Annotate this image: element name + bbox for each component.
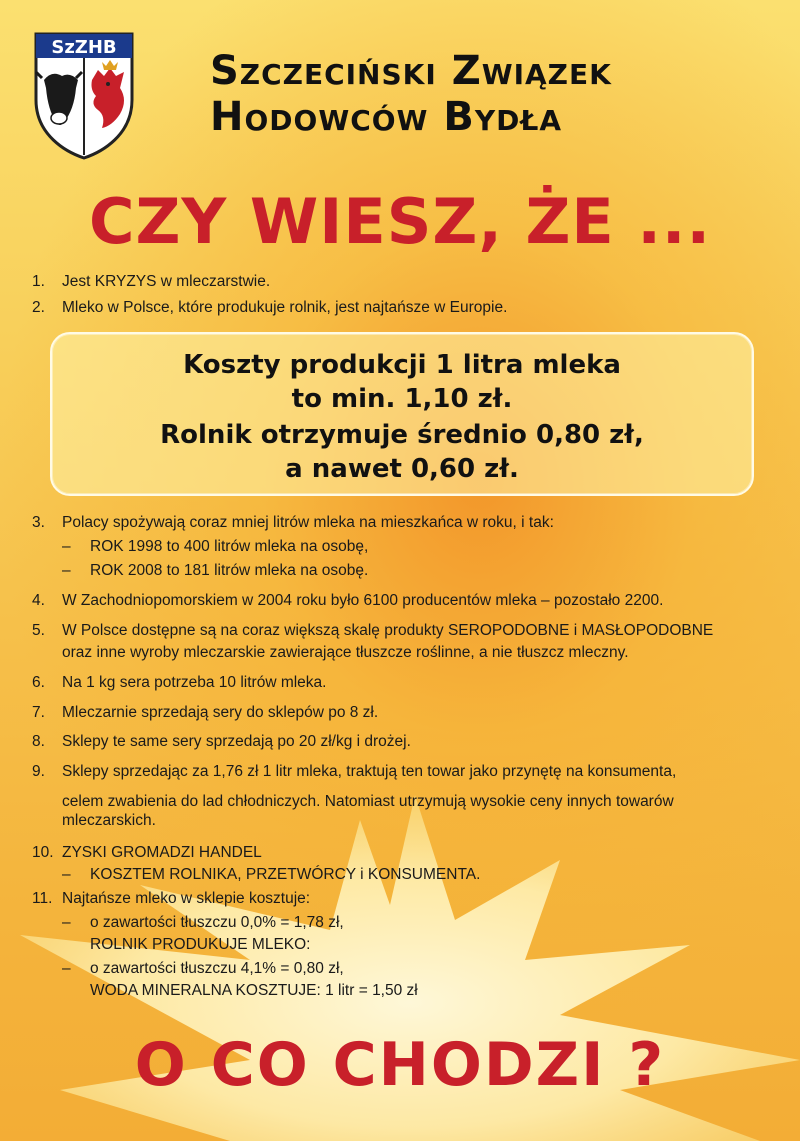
dash: –: [62, 538, 71, 555]
item-text: Mleczarnie sprzedają sery do sklepów po 8 zł.: [62, 704, 379, 721]
item-text: ZYSKI GROMADZI HANDEL: [62, 844, 262, 861]
subitem-text: KOSZTEM ROLNIKA, PRZETWÓRCY i KONSUMENTA.: [90, 866, 481, 883]
item-number: 5.: [32, 622, 45, 639]
item-number: 1.: [32, 273, 45, 290]
item-text: Jest KRYZYS w mleczarstwie.: [62, 273, 271, 290]
item-text: Mleko w Polsce, które produkuje rolnik, jest najtańsze w Europie.: [62, 299, 508, 316]
szzhb-logo: [32, 30, 136, 162]
item-number: 7.: [32, 704, 45, 721]
item-number: 8.: [32, 733, 45, 750]
main-heading: CZY WIESZ, ŻE ...: [88, 185, 712, 258]
box-line: to min. 1,10 zł.: [291, 384, 513, 414]
item-text: celem zwabienia do lad chłodniczych. Natomiast utrzymują wysokie ceny innych towarów: [62, 793, 674, 810]
subitem-text: o zawartości tłuszczu 0,0% = 1,78 zł,: [90, 914, 344, 931]
item-text: Sklepy sprzedając za 1,76 zł 1 litr mleka, traktują ten towar jako przynętę na konsumenta,: [62, 763, 677, 780]
item-number: 2.: [32, 299, 45, 316]
subitem-text: ROK 1998 to 400 litrów mleka na osobę,: [90, 538, 369, 555]
item-number: 3.: [32, 514, 45, 531]
box-line: a nawet 0,60 zł.: [285, 454, 519, 484]
item-text: mleczarskich.: [62, 812, 156, 829]
dash: –: [62, 562, 71, 579]
organization-title-line1: Szczeciński Związek: [210, 48, 612, 94]
subitem-text: o zawartości tłuszczu 4,1% = 0,80 zł,: [90, 960, 344, 977]
organization-title: [210, 48, 770, 140]
item-text: Na 1 kg sera potrzeba 10 litrów mleka.: [62, 674, 327, 691]
item-text: W Polsce dostępne są na coraz większą skalę produkty SEROPODOBNE i MASŁOPODOBNE: [62, 622, 714, 639]
subitem-text: WODA MINERALNA KOSZTUJE: 1 litr = 1,50 zł: [90, 982, 418, 999]
item-number: 6.: [32, 674, 45, 691]
dash: –: [62, 914, 71, 931]
item-number: 11.: [32, 890, 53, 907]
item-number: 10.: [32, 844, 54, 861]
item-number: 9.: [32, 763, 45, 780]
box-line: Rolnik otrzymuje średnio 0,80 zł,: [160, 420, 644, 450]
footer-heading: O CO CHODZI ?: [134, 1030, 666, 1100]
box-line: Koszty produkcji 1 litra mleka: [183, 350, 621, 380]
item-text: Polacy spożywają coraz mniej litrów mleka na mieszkańca w roku, i tak:: [62, 514, 554, 531]
item-text: Najtańsze mleko w sklepie kosztuje:: [62, 890, 311, 907]
item-text: Sklepy te same sery sprzedają po 20 zł/kg i drożej.: [62, 733, 411, 750]
logo-abbr: SzZHB: [51, 37, 117, 58]
organization-title-line2: Hodowców Bydła: [210, 94, 563, 140]
dash: –: [62, 960, 71, 977]
cost-highlight-box: [50, 332, 754, 496]
subitem-text: ROLNIK PRODUKUJE MLEKO:: [90, 936, 311, 953]
item-text: W Zachodniopomorskiem w 2004 roku było 6100 producentów mleka – pozostało 2200.: [62, 592, 664, 609]
item-number: 4.: [32, 592, 45, 609]
item-text: oraz inne wyroby mleczarskie zawierające tłuszcze roślinne, a nie tłuszcz mleczny.: [62, 644, 629, 661]
subitem-text: ROK 2008 to 181 litrów mleka na osobę.: [90, 562, 369, 579]
dash: –: [62, 866, 71, 883]
